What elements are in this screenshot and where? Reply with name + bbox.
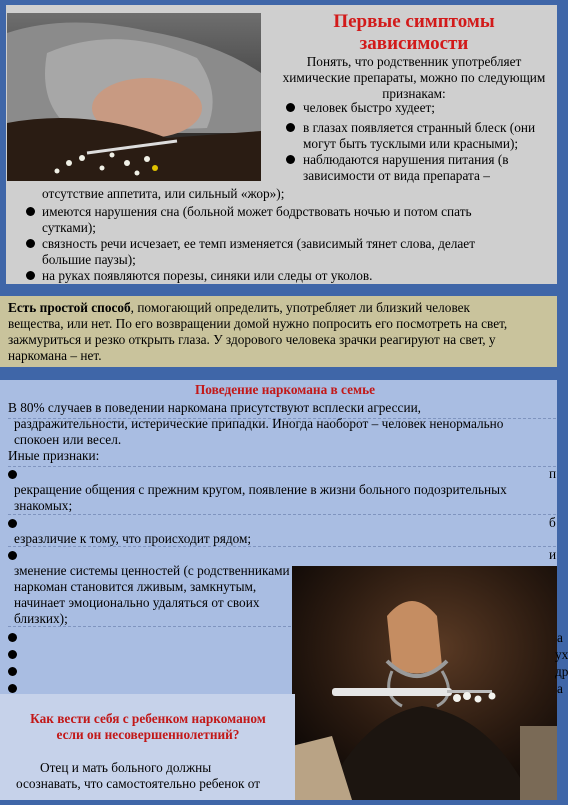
minor-child-title-line: Как вести себя с ребенком наркоманом — [30, 711, 266, 726]
intro-line: Понять, что родственник употребляет — [306, 54, 522, 69]
behavior-text: раздражительности, истерические припадки. Иногда наоборот – человек ненормально — [14, 416, 504, 431]
behavior-title: Поведение наркомана в семье — [194, 382, 376, 397]
truncated-text: ух — [555, 647, 568, 662]
pupil-test-rest: , помогающий определить, употребляет ли близкий человек — [130, 300, 471, 315]
symptom-item: сутками); — [42, 220, 96, 235]
minor-child-text: Отец и мать больного должны — [40, 760, 212, 775]
intro-line: признакам: — [382, 86, 446, 101]
truncated-text: а — [557, 681, 563, 696]
symptoms-intro — [265, 54, 563, 102]
pupil-test-line: наркомана – нет. — [8, 348, 102, 363]
sign-item: зменение системы ценностей (с родственниками — [14, 563, 290, 578]
divider — [8, 466, 556, 468]
addict-photo — [7, 13, 261, 181]
bullet-icon — [26, 239, 35, 248]
symptoms-title — [265, 11, 563, 55]
bullet-icon — [26, 271, 35, 280]
bullet-icon — [8, 667, 17, 676]
bullet-icon — [8, 633, 17, 642]
chained-hands-photo — [292, 566, 557, 800]
bullet-icon — [286, 123, 295, 132]
bullet-icon — [8, 551, 17, 560]
minor-child-text: осознавать, что самостоятельно ребенок от — [16, 776, 261, 791]
pupil-test-bold: Есть простой способ — [8, 300, 131, 315]
intro-line: химические препараты, можно по следующим — [282, 70, 546, 85]
truncated-text: а — [557, 630, 563, 645]
symptom-item: человек быстро худеет; — [303, 100, 435, 115]
bullet-icon — [8, 519, 17, 528]
bullet-icon — [286, 103, 295, 112]
symptoms-title-line2: зависимости — [359, 33, 469, 54]
sign-first-letter: б — [549, 515, 556, 530]
symptom-item: связность речи исчезает, ее темп изменяется (зависимый тянет слова, делает — [42, 236, 476, 251]
bullet-icon — [286, 155, 295, 164]
symptom-item: отсутствие аппетита, или сильный «жор»); — [42, 186, 285, 201]
sign-item: близких); — [14, 611, 68, 626]
truncated-text: др — [555, 664, 568, 679]
other-signs-label: Иные признаки: — [8, 448, 100, 463]
sign-item: знакомых; — [14, 498, 73, 513]
sign-item: наркоман становится лживым, замкнутым, — [14, 579, 257, 594]
behavior-text: спокоен или весел. — [14, 432, 122, 447]
symptom-item: на руках появляются порезы, синяки или следы от уколов. — [42, 268, 373, 283]
sign-item: езразличие к тому, что происходит рядом; — [14, 531, 252, 546]
divider — [8, 514, 556, 516]
bullet-icon — [26, 207, 35, 216]
bullet-icon — [8, 684, 17, 693]
symptom-item: в глазах появляется странный блеск (они — [303, 120, 536, 135]
behavior-text: В 80% случаев в поведении наркомана присутствуют всплески агрессии, — [8, 400, 422, 415]
symptoms-title-line1: Первые симптомы — [333, 11, 495, 32]
symptom-item: наблюдаются нарушения питания (в — [303, 152, 509, 167]
pupil-test-line: зажмуриться и резко открыть глаза. У здорового человека зрачки реагируют на свет, у — [8, 332, 496, 347]
pupil-test-line: вещества, или нет. По его возвращении домой нужно попросить его посмотреть на свет, — [8, 316, 508, 331]
bullet-icon — [8, 650, 17, 659]
sign-item: рекращение общения с прежним кругом, появление в жизни больного подозрительных — [14, 482, 507, 497]
minor-child-title-line: если он несовершеннолетний? — [56, 727, 240, 742]
bullet-icon — [8, 470, 17, 479]
symptom-item: имеются нарушения сна (больной может бодрствовать ночью и потом спать — [42, 204, 472, 219]
minor-child-title — [8, 711, 288, 743]
symptom-item: зависимости от вида препарата – — [303, 168, 490, 183]
symptom-item: большие паузы); — [42, 252, 136, 267]
sign-first-letter: п — [549, 466, 557, 481]
sign-first-letter: и — [549, 547, 557, 562]
sign-item: начинает эмоционально удаляться от своих — [14, 595, 260, 610]
symptom-item: могут быть тусклыми или красными); — [303, 136, 519, 151]
pupil-test-line — [8, 300, 556, 316]
